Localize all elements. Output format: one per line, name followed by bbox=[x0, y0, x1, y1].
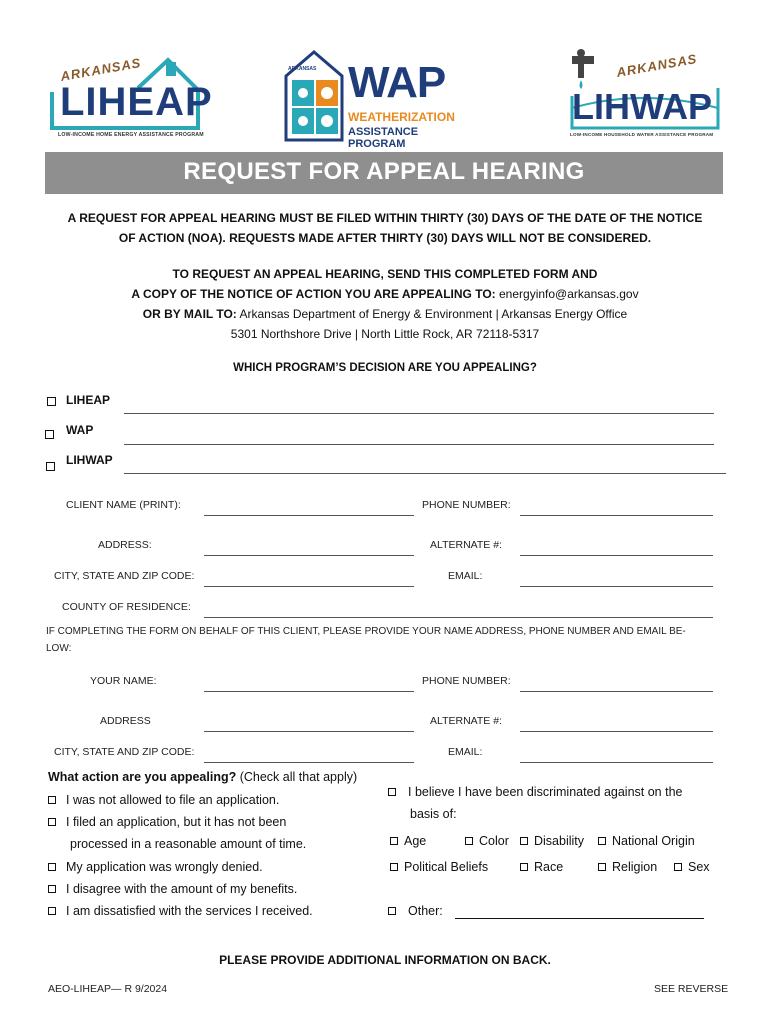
disability-label: Disability bbox=[534, 834, 585, 848]
client-alternate-field[interactable] bbox=[520, 555, 713, 556]
discrimination-label-1: I believe I have been discriminated against on the bbox=[408, 785, 683, 799]
client-name-label: CLIENT NAME (PRINT): bbox=[66, 499, 181, 511]
wap-label: WAP bbox=[66, 423, 94, 437]
basis-national-origin[interactable] bbox=[598, 834, 695, 848]
basis-sex[interactable] bbox=[674, 860, 710, 874]
client-county-field[interactable] bbox=[204, 617, 713, 618]
national-origin-checkbox[interactable] bbox=[598, 837, 606, 845]
rep-name-label: YOUR NAME: bbox=[90, 675, 157, 687]
client-phone-label: PHONE NUMBER: bbox=[422, 499, 511, 511]
lihwap-label: LIHWAP bbox=[66, 453, 113, 467]
client-email-label: EMAIL: bbox=[448, 570, 483, 582]
program-question: WHICH PROGRAM’S DECISION ARE YOU APPEALING? bbox=[233, 362, 537, 374]
disagree-amount-checkbox[interactable] bbox=[48, 885, 56, 893]
wap-line1-text: WEATHERIZATION bbox=[348, 110, 455, 124]
wap-line[interactable] bbox=[124, 444, 714, 445]
action-heading-bold: What action are you appealing? bbox=[48, 770, 237, 784]
lihwap-checkbox[interactable] bbox=[46, 462, 55, 471]
wap-name-text: WAP bbox=[348, 58, 446, 107]
liheap-caption: LOW-INCOME HOME ENERGY ASSISTANCE PROGRAM bbox=[58, 132, 204, 138]
footer-note: PLEASE PROVIDE ADDITIONAL INFORMATION ON BACK. bbox=[219, 953, 551, 967]
behalf-note-line-1: IF COMPLETING THE FORM ON BEHALF OF THIS CLIENT, PLEASE PROVIDE YOUR NAME ADDRESS, PHONE NUMBER AND EMAIL BE- bbox=[46, 626, 686, 637]
client-phone-field[interactable] bbox=[520, 515, 713, 516]
action-option-not-processed[interactable] bbox=[48, 815, 286, 829]
wap-logo bbox=[282, 48, 455, 150]
liheap-checkbox[interactable] bbox=[47, 397, 56, 406]
not-processed-label-1: I filed an application, but it has not been bbox=[66, 815, 287, 829]
religion-label: Religion bbox=[612, 860, 658, 874]
wap-house-icon bbox=[282, 48, 352, 146]
instructions-line-2-bold: A COPY OF THE NOTICE OF ACTION YOU ARE APPEALING TO: bbox=[131, 287, 496, 301]
page-title: REQUEST FOR APPEAL HEARING bbox=[183, 158, 585, 185]
rep-email-field[interactable] bbox=[520, 762, 713, 763]
lihwap-name-text: LIHWAP bbox=[572, 86, 712, 127]
client-email-field[interactable] bbox=[520, 586, 713, 587]
mail-address-street: 5301 Northshore Drive | North Little Rock, AR 72118-5317 bbox=[230, 327, 540, 341]
rep-address-label: ADDRESS bbox=[100, 715, 151, 727]
client-name-field[interactable] bbox=[204, 515, 414, 516]
denied-checkbox[interactable] bbox=[48, 863, 56, 871]
not-processed-checkbox[interactable] bbox=[48, 818, 56, 826]
race-label: Race bbox=[534, 860, 564, 874]
rep-phone-label: PHONE NUMBER: bbox=[422, 675, 511, 687]
instructions-line-1: TO REQUEST AN APPEAL HEARING, SEND THIS COMPLETED FORM AND bbox=[172, 267, 598, 281]
basis-disability[interactable] bbox=[520, 834, 584, 848]
liheap-line[interactable] bbox=[124, 413, 714, 414]
color-checkbox[interactable] bbox=[465, 837, 473, 845]
rep-alternate-field[interactable] bbox=[520, 731, 713, 732]
instructions-line-3-bold: OR BY MAIL TO: bbox=[142, 307, 237, 321]
dissatisfied-label: I am dissatisfied with the services I received. bbox=[66, 904, 313, 918]
action-option-dissatisfied[interactable] bbox=[48, 904, 313, 918]
disagree-amount-label: I disagree with the amount of my benefits. bbox=[66, 882, 298, 896]
action-option-disagree-amount[interactable] bbox=[48, 882, 297, 896]
sex-checkbox[interactable] bbox=[674, 863, 682, 871]
client-address-label: ADDRESS: bbox=[98, 539, 152, 551]
form-code: AEO-LIHEAP— R 9/2024 bbox=[48, 983, 168, 995]
action-option-not-allowed[interactable] bbox=[48, 793, 279, 807]
instructions-line-3 bbox=[40, 304, 730, 324]
lihwap-logo bbox=[568, 48, 722, 140]
liheap-state-text: ARKANSAS bbox=[59, 55, 143, 84]
wap-line2-text: ASSISTANCE PROGRAM bbox=[348, 126, 419, 150]
action-option-denied[interactable] bbox=[48, 860, 263, 874]
rep-alternate-label: ALTERNATE #: bbox=[430, 715, 502, 727]
basis-religion[interactable] bbox=[598, 860, 657, 874]
client-county-label: COUNTY OF RESIDENCE: bbox=[62, 601, 191, 613]
other-option[interactable] bbox=[388, 904, 443, 918]
dissatisfied-checkbox[interactable] bbox=[48, 907, 56, 915]
liheap-label: LIHEAP bbox=[66, 393, 111, 407]
not-processed-label-2: processed in a reasonable amount of time. bbox=[70, 837, 307, 851]
age-label: Age bbox=[404, 834, 427, 848]
other-label: Other: bbox=[408, 904, 443, 918]
behalf-note-line-2: LOW: bbox=[46, 643, 72, 654]
rep-phone-field[interactable] bbox=[520, 691, 713, 692]
not-allowed-label: I was not allowed to file an application. bbox=[66, 793, 280, 807]
client-alternate-label: ALTERNATE #: bbox=[430, 539, 502, 551]
lihwap-line[interactable] bbox=[124, 473, 726, 474]
other-field[interactable] bbox=[455, 918, 704, 919]
color-label: Color bbox=[479, 834, 509, 848]
client-city-label: CITY, STATE AND ZIP CODE: bbox=[54, 570, 195, 582]
lihwap-state-text: ARKANSAS bbox=[615, 51, 699, 80]
race-checkbox[interactable] bbox=[520, 863, 528, 871]
notice-line-2: OF ACTION (NOA). REQUESTS MADE AFTER THIRTY (30) DAYS WILL NOT BE CONSIDERED. bbox=[118, 231, 652, 245]
discrimination-checkbox[interactable] bbox=[388, 788, 396, 796]
political-beliefs-checkbox[interactable] bbox=[390, 863, 398, 871]
rep-name-field[interactable] bbox=[204, 691, 414, 692]
not-allowed-checkbox[interactable] bbox=[48, 796, 56, 804]
client-city-field[interactable] bbox=[204, 586, 414, 587]
action-heading-rest: (Check all that apply) bbox=[239, 770, 358, 784]
liheap-name-text: LIHEAP bbox=[60, 80, 213, 124]
sex-label: Sex bbox=[688, 860, 710, 874]
client-address-field[interactable] bbox=[204, 555, 414, 556]
discrimination-label-2: basis of: bbox=[410, 807, 457, 821]
lihwap-caption: LOW-INCOME HOUSEHOLD WATER ASSISTANCE PROGRAM bbox=[570, 132, 714, 137]
political-beliefs-label: Political Beliefs bbox=[404, 860, 489, 874]
appeal-email-link[interactable]: energyinfo@arkansas.gov bbox=[499, 287, 639, 301]
rep-email-label: EMAIL: bbox=[448, 746, 483, 758]
title-bar bbox=[45, 152, 723, 194]
wap-checkbox[interactable] bbox=[45, 430, 54, 439]
basis-race[interactable] bbox=[520, 860, 563, 874]
disability-checkbox[interactable] bbox=[520, 837, 528, 845]
notice-line-1: A REQUEST FOR APPEAL HEARING MUST BE FILED WITHIN THIRTY (30) DAYS OF THE DATE OF THE NOTICE bbox=[67, 211, 703, 225]
action-heading bbox=[48, 770, 357, 784]
rep-city-field[interactable] bbox=[204, 762, 414, 763]
rep-address-field[interactable] bbox=[204, 731, 414, 732]
denied-label: My application was wrongly denied. bbox=[66, 860, 263, 874]
basis-color[interactable] bbox=[465, 834, 509, 848]
other-checkbox[interactable] bbox=[388, 907, 396, 915]
rep-city-label: CITY, STATE AND ZIP CODE: bbox=[54, 746, 195, 758]
see-reverse: SEE REVERSE bbox=[654, 983, 729, 995]
basis-age[interactable] bbox=[390, 834, 426, 848]
liheap-logo bbox=[48, 52, 213, 140]
mail-address-agency: Arkansas Department of Energy & Environment | Arkansas Energy Office bbox=[239, 307, 628, 321]
wap-state-text: ARKANSAS bbox=[288, 66, 317, 72]
religion-checkbox[interactable] bbox=[598, 863, 606, 871]
age-checkbox[interactable] bbox=[390, 837, 398, 845]
discrimination-option[interactable] bbox=[388, 785, 682, 799]
national-origin-label: National Origin bbox=[612, 834, 695, 848]
instructions-line-2 bbox=[40, 284, 730, 304]
basis-political-beliefs[interactable] bbox=[390, 860, 488, 874]
